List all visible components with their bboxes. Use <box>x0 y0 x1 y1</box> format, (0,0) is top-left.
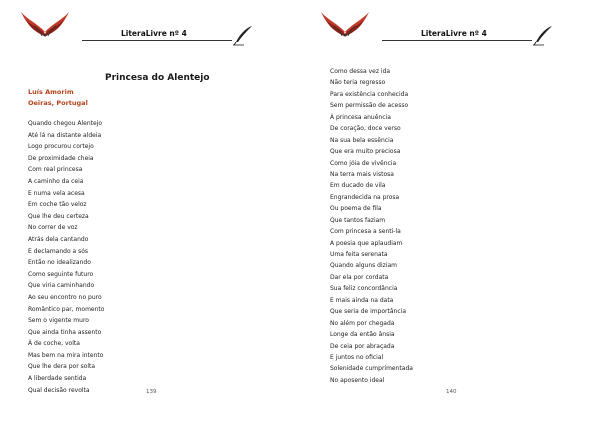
poem-title: Princesa do Alentejo <box>105 73 210 83</box>
verse-line: E numa vela acesa <box>28 189 85 197</box>
verse-line: No correr de voz <box>28 224 78 232</box>
magazine-title: LiteraLivre nº 4 <box>421 29 487 38</box>
verse-line: Como jóia de vivência <box>330 159 397 167</box>
verse-line: Romântico par, momento <box>28 305 105 313</box>
verse-line: Sem o vigente muro <box>28 317 89 325</box>
verse-line: Solenidade cumprimentada <box>330 365 413 373</box>
verse-line: E juntos no oficial <box>330 353 384 361</box>
verse-line: No aposento ideal <box>330 376 385 384</box>
verse-line: Que tantos faziam <box>330 216 386 224</box>
verse-line: Qual decisão revolta <box>28 386 90 394</box>
author-location: Oeiras, Portugal <box>28 99 88 107</box>
verse-line: Que ainda tinha assento <box>28 328 102 336</box>
verse-line: Para existência conhecida <box>330 90 409 98</box>
verse-line: E declamando a sós <box>28 247 89 255</box>
verse-line: Em ducado de vila <box>330 182 386 190</box>
verse-line: De proximidade cheia <box>28 154 94 162</box>
verse-line: Engrandecida na prosa <box>330 193 400 201</box>
verse-line: Que era muito preciosa <box>330 148 401 156</box>
verse-line: Em coche tão veloz <box>28 201 87 209</box>
verse-line: A liberdade sentida <box>28 375 87 383</box>
verse-line: De coração, doce verso <box>330 125 401 133</box>
verse-line: Que viria caminhando <box>28 282 95 290</box>
verse-line: Dar ela por cordata <box>330 273 389 281</box>
verse-line: Que seria de importância <box>330 308 406 316</box>
verse-line: Longe da então ânsia <box>330 331 395 339</box>
verse-list <box>28 118 104 396</box>
verse-line: Ou poema de fila <box>330 205 382 213</box>
verse-line: E mais ainda na data <box>330 296 394 304</box>
verse-line: Uma feita serenata <box>330 251 388 258</box>
verse-line: A caminho da ceia <box>28 177 84 185</box>
verse-line: Quando alguns diziam <box>330 262 397 270</box>
verse-line: Atrás dela cantando <box>28 235 89 243</box>
quill-pen-icon <box>232 24 254 46</box>
verse-line: Sua feliz concordância <box>330 285 398 293</box>
verse-line: Logo procurou cortejo <box>28 143 94 151</box>
verse-line: A poesia que aplaudiam <box>330 239 403 247</box>
page-number: 140 <box>446 389 457 395</box>
verse-line: Com real princesa <box>28 166 83 174</box>
wings-logo-icon <box>320 10 370 40</box>
author-name: Luís Amorim <box>28 88 74 96</box>
verse-line: Na sua bela essência <box>330 136 394 144</box>
verse-line: Como seguinte futuro <box>28 270 94 278</box>
verse-line: Até lá na distante aldeia <box>28 131 102 139</box>
wings-logo-icon <box>20 10 70 40</box>
magazine-title: LiteraLivre nº 4 <box>121 29 187 38</box>
verse-line: No além por chegada <box>330 319 395 327</box>
verse-line: Mas bem na mira intento <box>28 351 104 359</box>
verse-list <box>330 66 413 386</box>
header-divider <box>382 40 532 41</box>
verse-line: Ao seu encontro no puro <box>28 293 102 301</box>
verse-line: Sem permissão de acesso <box>330 102 409 110</box>
right-page <box>300 0 600 424</box>
verse-line: Como dessa vez ida <box>330 68 391 75</box>
verse-line: Que lhe dera por solta <box>28 363 96 371</box>
verse-line: Na terra mais vistosa <box>330 170 394 178</box>
page-number: 139 <box>146 389 157 395</box>
quill-pen-icon <box>532 24 554 46</box>
header-divider <box>82 40 232 41</box>
verse-line: De ceia por abraçada <box>330 342 395 350</box>
verse-line: Então no idealizando <box>28 259 91 267</box>
verse-line: Que lhe deu certeza <box>28 212 89 220</box>
verse-line: À de coche, volta <box>28 340 80 348</box>
verse-line: Com princesa a senti-la <box>330 228 401 236</box>
verse-line: À princesa anuência <box>330 113 391 121</box>
verse-line: Quando chegou Alentejo <box>28 120 103 127</box>
verse-line: Não teria regresso <box>330 79 386 87</box>
author-block <box>28 87 88 109</box>
